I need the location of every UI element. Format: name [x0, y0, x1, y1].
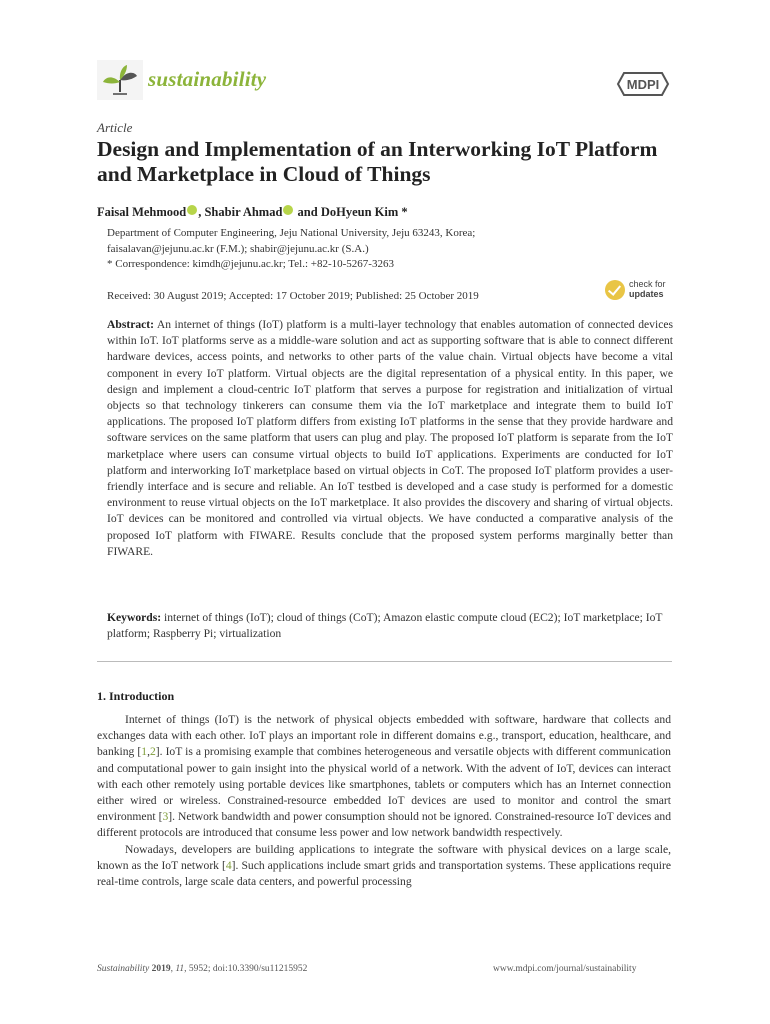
citation-link[interactable]: 1 — [141, 745, 148, 759]
correspondence: * Correspondence: kimdh@jejunu.ac.kr; Tel.: +82-10-5267-3263 — [107, 258, 394, 270]
keywords-text: internet of things (IoT); cloud of things (CoT); Amazon elastic compute cloud (EC2); IoT marketplace; IoT platform; Raspberry Pi; virtualization — [107, 611, 663, 641]
orcid-icon[interactable] — [283, 205, 293, 215]
orcid-icon[interactable] — [187, 205, 197, 215]
footer-citation — [97, 964, 307, 974]
paper-title: Design and Implementation of an Interworking IoT Platform and Marketplace in Cloud of Things — [97, 137, 658, 186]
journal-logo-icon — [97, 60, 143, 100]
author-name: Faisal Mehmood — [97, 205, 187, 219]
affiliation-line: Department of Computer Engineering, Jeju National University, Jeju 63243, Korea; — [107, 227, 476, 239]
paragraph — [97, 712, 671, 842]
abstract-text: An internet of things (IoT) platform is a multi-layer technology that enables automation of connected devices within IoT. IoT platforms serve as a middle-ware solution and act as supporting software that is able to connect different hardware devices, access points, and networks to other parts of the value chain. Virtual objects have become a vital component in every IoT platform. Virtual objects are the digital representation of a physical entity. In this paper, we design and implement a cloud-centric IoT platform that serves a purpose for registration and initialization of virtual objects so that technology tinkerers can consume them via the IoT marketplace and integrate them to build IoT applications. The proposed IoT platform differs from existing IoT platforms in the sense that they provide hardware and software services on the same platform that users can plug and play. The proposed IoT platform is separate from the IoT marketplace where users can consume virtual objects to build IoT applications. Experiments are conducted for IoT platform and interworking IoT marketplace based on virtual objects in CoT. The proposed IoT platform provides a user-friendly interface and is secure and reliable. An IoT testbed is developed and a case study is performed for a domestic environment to reuse virtual objects on the IoT marketplace. It also provides the discovery and sharing of virtual objects. IoT devices can be monitored and controlled via virtual objects. We have conducted a comparative analysis of the proposed IoT platform with FIWARE. Results conclude that the proposed system performs marginally better than FIWARE. — [107, 318, 673, 558]
paragraph-text: ]. IoT is a promising example that combines heterogeneous and versatile objects with different communication and computational power to gain insight into the physical world of a network. With the advent of IoT, devices can interact with each other remotely using portable devices like smartphones, tablets or computers which has an Internet connection either wired or wireless. Constrained-resource embedded IoT devices are used to monitor and control the smart environment [ — [97, 745, 671, 824]
author-list — [97, 205, 408, 220]
paragraph-text: Internet of things (IoT) is the network of physical objects embedded with software, hardware that collects and exchanges data with each other. IoT plays an important role in different domains e.g., transport, education, healthcare, and banking [ — [97, 713, 671, 759]
affiliation — [107, 226, 475, 273]
section-heading: 1. Introduction — [97, 689, 175, 703]
paragraph-text: ]. Such applications include smart grids and transportation systems. These applications require real-time controls, large scale data centers, and powerful processing — [97, 858, 671, 889]
check-icon — [605, 280, 625, 300]
article-type: Article — [97, 120, 133, 135]
check-updates-label: check for — [629, 279, 666, 289]
journal-name: sustainability — [148, 67, 267, 91]
affiliation-emails: faisalavan@jejunu.ac.kr (F.M.); shabir@jejunu.ac.kr (S.A.) — [107, 242, 369, 255]
footer-doi: , 5952; doi:10.3390/su11215952 — [184, 964, 308, 974]
footer-volume: 11 — [175, 964, 185, 974]
check-for-updates-button[interactable] — [605, 279, 675, 303]
keywords-label: Keywords: — [107, 611, 162, 624]
citation-link[interactable]: 2 — [149, 745, 156, 759]
mdpi-logo-icon — [616, 65, 670, 103]
publisher-name: MDPI — [626, 77, 660, 92]
journal-url-link[interactable]: www.mdpi.com/journal/sustainability — [493, 964, 637, 974]
citation-link[interactable]: 3 — [162, 810, 169, 824]
body-text — [97, 712, 671, 890]
author-name: and DoHyeun Kim * — [294, 205, 408, 219]
paragraph — [97, 842, 671, 891]
paragraph-text: ]. Network bandwidth and power consumption should not be ignored. Constrained-resource IoT devices and different protocols are introduced that consume less power and low network bandwidth respectively. — [97, 810, 671, 840]
keywords — [107, 610, 673, 642]
footer-year: 2019 — [149, 964, 171, 974]
author-name: , Shabir Ahmad — [198, 205, 283, 219]
footer-sep: , — [170, 964, 176, 974]
citation-link[interactable]: 4 — [225, 858, 232, 872]
abstract-label: Abstract: — [107, 318, 155, 331]
paragraph-text: , — [147, 745, 150, 759]
publication-dates: Received: 30 August 2019; Accepted: 17 October 2019; Published: 25 October 2019 — [107, 290, 479, 302]
check-updates-label: updates — [629, 289, 664, 299]
footer-journal: Sustainability — [97, 964, 150, 974]
abstract — [107, 317, 673, 560]
paragraph-text: Nowadays, developers are building applications to integrate the software with physical devices on a large scale, known as the IoT network [ — [97, 842, 671, 872]
divider — [97, 661, 672, 662]
